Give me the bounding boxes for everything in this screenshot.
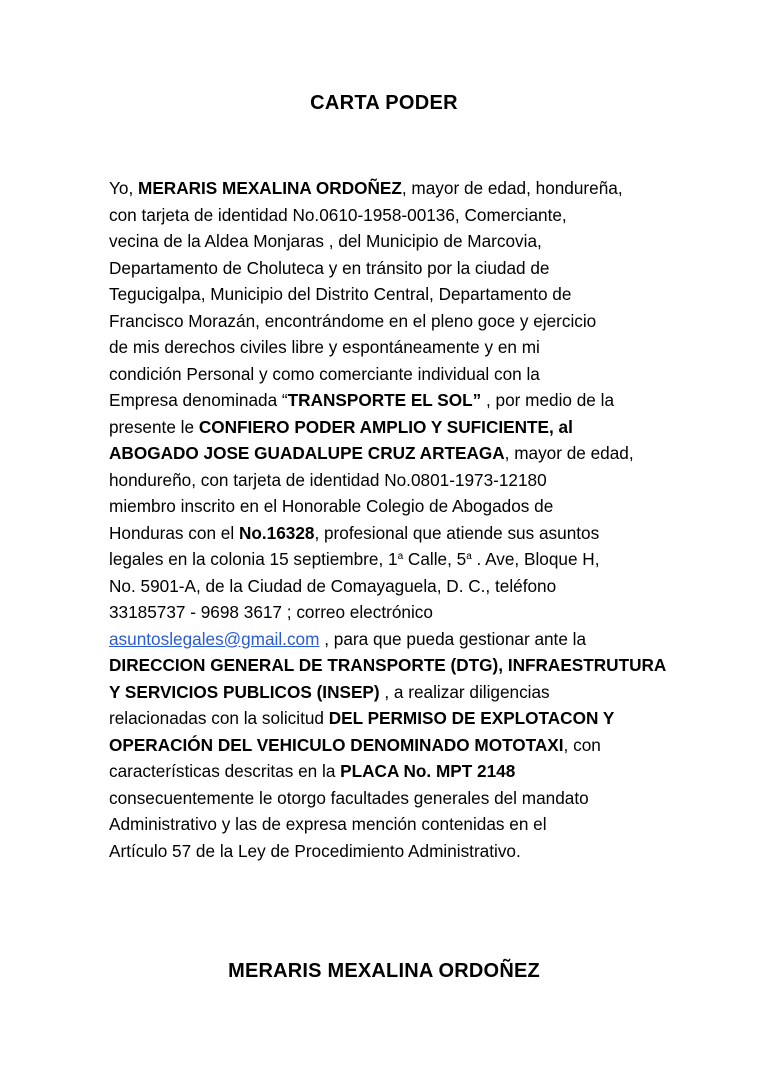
body-line	[109, 758, 669, 785]
ordinal-superscript: a	[397, 551, 404, 562]
email-link[interactable]: asuntoslegales@gmail.com	[109, 628, 320, 649]
text-run: Honduras con el	[109, 522, 239, 543]
text-run: , profesional que atiende sus asuntos	[314, 522, 600, 543]
text-run: relacionadas con la solicitud	[109, 708, 329, 728]
body-line: DIRECCION GENERAL DE TRANSPORTE (DTG), INFRAESTRUTURA	[109, 655, 667, 675]
text-run: Yo,	[109, 178, 138, 198]
body-line	[109, 732, 669, 759]
text-run: . Ave, Bloque H,	[471, 549, 600, 569]
body-line	[109, 705, 669, 732]
body-line: Administrativo y las de expresa mención contenidas en el	[109, 814, 547, 834]
text-run: características descritas en la	[109, 761, 341, 781]
ordinal-superscript: a	[466, 551, 472, 562]
document-body	[109, 175, 669, 864]
text-run: , mayor de edad, hondureña,	[401, 178, 623, 198]
body-line: de mis derechos civiles libre y espontáneamente y en mi	[109, 337, 540, 357]
text-run: , para que pueda gestionar ante la	[319, 628, 587, 649]
body-line	[109, 175, 669, 202]
attorney-name: ABOGADO JOSE GUADALUPE CRUZ ARTEAGA	[109, 443, 505, 463]
body-line: 33185737 - 9698 3617 ; correo electrónico	[109, 602, 433, 622]
body-line: Francisco Morazán, encontrándome en el pleno goce y ejercicio	[109, 310, 597, 331]
body-line	[109, 520, 669, 547]
text-run: , con	[563, 734, 601, 755]
body-line: Tegucigalpa, Municipio del Distrito Central, Departamento de	[109, 284, 572, 304]
body-line	[109, 414, 669, 441]
agency-name: Y SERVICIOS PUBLICOS (INSEP)	[109, 681, 380, 702]
body-line: consecuentemente le otorgo facultades generales del mandato	[109, 787, 589, 808]
power-grant-clause: CONFIERO PODER AMPLIO Y SUFICIENTE, al	[198, 416, 573, 437]
text-run: Calle, 5	[403, 549, 467, 569]
text-run: presente le	[109, 416, 199, 437]
body-line	[109, 626, 669, 653]
signature-name: MERARIS MEXALINA ORDOÑEZ	[228, 960, 540, 982]
document-title: CARTA PODER	[310, 92, 458, 114]
body-line: No. 5901-A, de la Ciudad de Comayaguela, D. C., teléfono	[109, 575, 557, 596]
body-line	[109, 440, 669, 467]
text-run: , mayor de edad,	[504, 443, 634, 463]
body-line: vecina de la Aldea Monjaras , del Municipio de Marcovia,	[109, 231, 542, 251]
body-line	[109, 546, 669, 573]
company-name: TRANSPORTE EL SOL”	[287, 390, 482, 410]
permit-clause: DEL PERMISO DE EXPLOTACON Y	[328, 708, 615, 728]
text-run: , por medio de la	[481, 390, 615, 410]
body-line	[109, 679, 669, 706]
license-plate: PLACA No. MPT 2148	[340, 761, 516, 781]
vehicle-clause: OPERACIÓN DEL VEHICULO DENOMINADO MOTOTAXI	[109, 734, 564, 755]
text-run: legales en la colonia 15 septiembre, 1	[109, 549, 398, 569]
bar-number: No.16328	[238, 522, 315, 543]
text-run: , a realizar diligencias	[379, 681, 550, 702]
text-run: Empresa denominada “	[109, 390, 288, 410]
body-line: con tarjeta de identidad No.0610-1958-00136, Comerciante,	[109, 204, 567, 225]
body-line: condición Personal y como comerciante individual con la	[109, 363, 540, 384]
body-line: Departamento de Choluteca y en tránsito por la ciudad de	[109, 257, 550, 278]
body-line	[109, 387, 669, 414]
body-line: hondureño, con tarjeta de identidad No.0801-1973-12180	[109, 469, 547, 490]
body-line: miembro inscrito en el Honorable Colegio de Abogados de	[109, 496, 554, 516]
body-line: Artículo 57 de la Ley de Procedimiento Administrativo.	[109, 840, 521, 861]
grantor-name: MERARIS MEXALINA ORDOÑEZ	[138, 178, 402, 198]
